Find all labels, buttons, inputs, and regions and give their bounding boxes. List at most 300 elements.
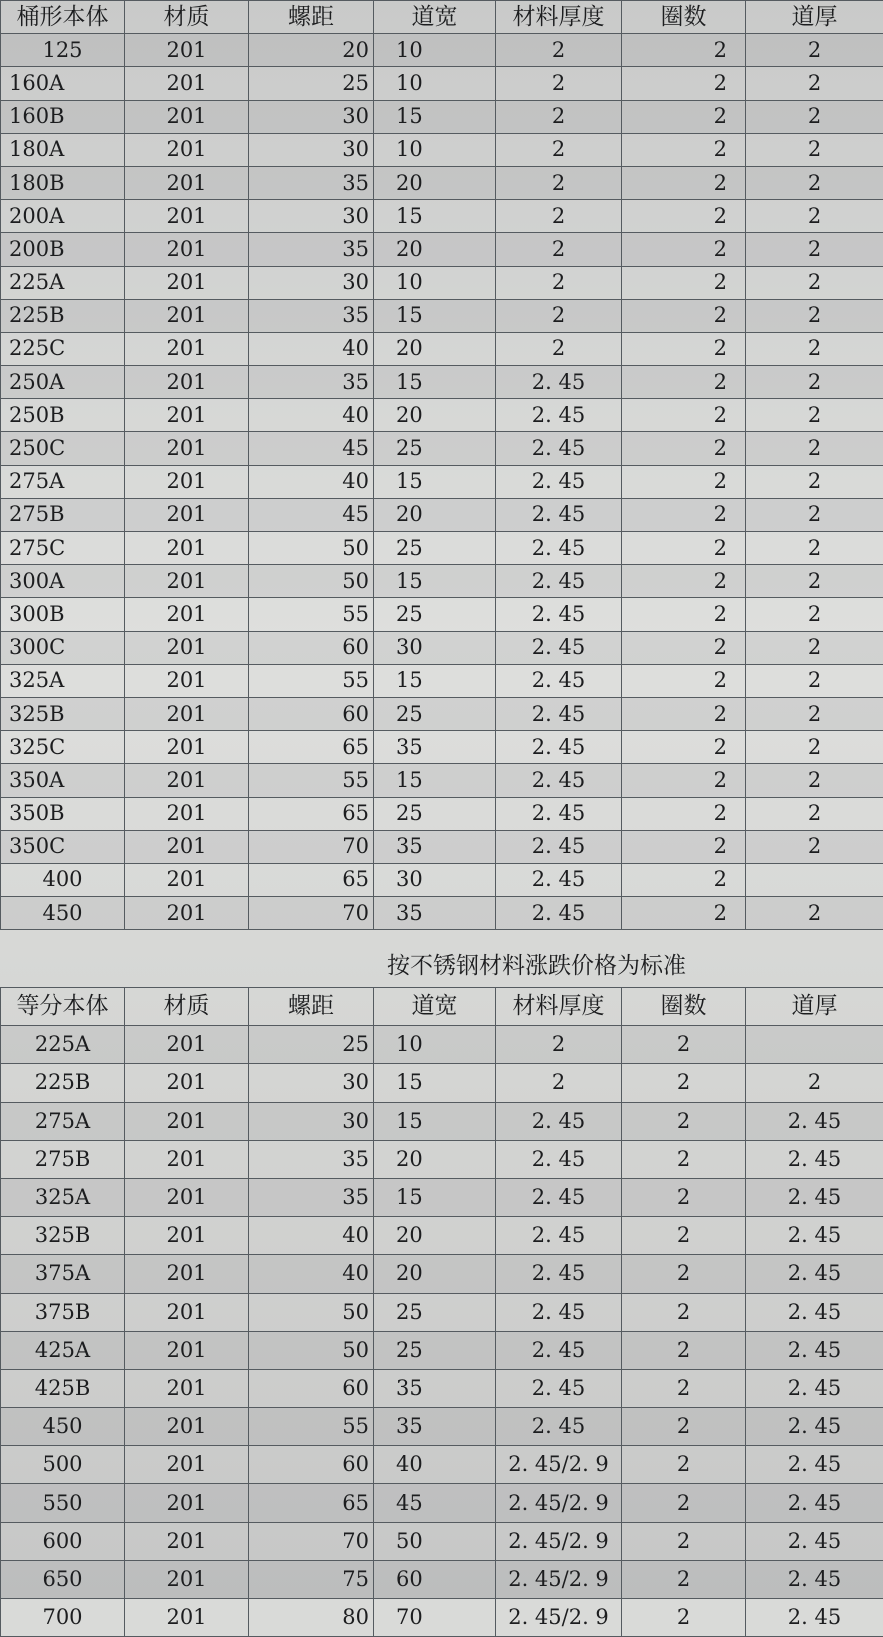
table-cell: 2. 45 (746, 1102, 883, 1140)
table-cell: 40 (249, 1255, 374, 1293)
table-cell: 201 (125, 664, 249, 697)
table-cell: 2. 45 (746, 1446, 883, 1484)
table-cell: 201 (125, 1560, 249, 1598)
table-cell: 2. 45 (496, 366, 622, 399)
table-cell: 2 (746, 764, 883, 797)
table-cell: 30 (374, 631, 496, 664)
column-header: 圈数 (622, 988, 746, 1026)
table-cell: 2. 45 (496, 1408, 622, 1446)
table-cell: 2 (496, 200, 622, 233)
table-cell: 2. 45 (496, 465, 622, 498)
table-cell: 50 (249, 532, 374, 565)
table-cell: 201 (125, 1064, 249, 1102)
table-cell: 180B (1, 166, 125, 199)
table-cell: 2 (746, 731, 883, 764)
table-cell: 2 (622, 1102, 746, 1140)
table-cell: 2 (496, 332, 622, 365)
table-cell: 2 (622, 100, 746, 133)
table-cell: 25 (374, 797, 496, 830)
table-cell: 10 (374, 266, 496, 299)
table-cell: 2 (622, 897, 746, 930)
table-cell: 2 (496, 100, 622, 133)
table-cell: 70 (249, 830, 374, 863)
table-cell: 300B (1, 598, 125, 631)
table-cell: 40 (374, 1446, 496, 1484)
table-cell: 201 (125, 863, 249, 896)
table-cell: 201 (125, 465, 249, 498)
table-cell: 20 (374, 1255, 496, 1293)
table-cell: 2 (622, 697, 746, 730)
table-cell: 2 (622, 532, 746, 565)
table-cell: 65 (249, 797, 374, 830)
table-cell: 2 (622, 1026, 746, 1064)
table-cell: 2. 45 (496, 631, 622, 664)
table-row (1, 34, 883, 67)
table-cell: 2. 45 (496, 697, 622, 730)
table-cell: 25 (374, 598, 496, 631)
table-cell: 2. 45 (746, 1522, 883, 1560)
table-cell: 201 (125, 1255, 249, 1293)
table-cell: 300A (1, 565, 125, 598)
table-cell: 2. 45 (496, 731, 622, 764)
table-cell: 2. 45/2. 9 (496, 1560, 622, 1598)
table-cell: 40 (249, 399, 374, 432)
column-header: 材料厚度 (496, 1, 622, 34)
table-cell: 2 (622, 133, 746, 166)
table-cell: 275A (1, 465, 125, 498)
table-cell: 2 (622, 1217, 746, 1255)
table-cell: 425A (1, 1331, 125, 1369)
table-cell: 201 (125, 1331, 249, 1369)
table-cell: 2 (622, 863, 746, 896)
table-cell: 35 (249, 233, 374, 266)
table-cell: 2. 45 (746, 1178, 883, 1216)
table-cell: 35 (374, 897, 496, 930)
column-header: 材质 (125, 988, 249, 1026)
table-row (1, 1446, 883, 1484)
table-cell: 201 (125, 1102, 249, 1140)
table-cell: 2 (496, 67, 622, 100)
table-cell: 2. 45/2. 9 (496, 1599, 622, 1637)
table-row (1, 366, 883, 399)
table-cell: 45 (249, 498, 374, 531)
table-cell: 30 (374, 863, 496, 896)
table-cell: 2 (622, 1599, 746, 1637)
table-cell: 25 (249, 1026, 374, 1064)
table-cell: 2 (746, 200, 883, 233)
table-cell: 201 (125, 133, 249, 166)
table-cell: 275B (1, 498, 125, 531)
table-cell: 201 (125, 1217, 249, 1255)
table-cell: 250C (1, 432, 125, 465)
column-header: 道厚 (746, 1, 883, 34)
table-cell: 201 (125, 830, 249, 863)
table-cell: 201 (125, 565, 249, 598)
table-cell: 20 (374, 166, 496, 199)
table-row (1, 266, 883, 299)
table-cell: 2 (746, 299, 883, 332)
table-cell: 325A (1, 664, 125, 697)
table-row (1, 498, 883, 531)
table-cell: 225A (1, 266, 125, 299)
table-row (1, 1331, 883, 1369)
table-cell: 201 (125, 399, 249, 432)
table-cell: 2. 45 (496, 1102, 622, 1140)
table-row (1, 1217, 883, 1255)
table-cell: 201 (125, 1369, 249, 1407)
table-cell: 2. 45 (496, 897, 622, 930)
table-row (1, 465, 883, 498)
table-cell: 2. 45 (746, 1408, 883, 1446)
table-cell: 2 (622, 366, 746, 399)
table-cell: 2. 45 (496, 863, 622, 896)
table-cell: 225A (1, 1026, 125, 1064)
table-cell: 2. 45 (496, 532, 622, 565)
table-row (1, 897, 883, 930)
table-cell: 50 (249, 1293, 374, 1331)
header-row (1, 1, 883, 34)
table-cell: 2 (746, 598, 883, 631)
column-header: 道厚 (746, 988, 883, 1026)
table-cell: 2 (622, 432, 746, 465)
table-cell: 65 (249, 1484, 374, 1522)
table-cell: 2. 45 (496, 498, 622, 531)
table-cell: 225C (1, 332, 125, 365)
table-cell: 65 (249, 863, 374, 896)
table-cell: 75 (249, 1560, 374, 1598)
table-cell: 60 (249, 1446, 374, 1484)
table-cell: 20 (374, 1140, 496, 1178)
table-row (1, 565, 883, 598)
table-cell: 2 (746, 1064, 883, 1102)
table-cell: 2. 45 (496, 1178, 622, 1216)
table-cell: 201 (125, 1446, 249, 1484)
table-cell: 201 (125, 1484, 249, 1522)
table-cell: 35 (249, 1140, 374, 1178)
table-cell: 35 (374, 1408, 496, 1446)
table-cell: 15 (374, 465, 496, 498)
table-cell: 201 (125, 1522, 249, 1560)
table-cell: 2. 45 (496, 432, 622, 465)
table-cell: 400 (1, 863, 125, 896)
column-header: 螺距 (249, 1, 374, 34)
table-row (1, 1102, 883, 1140)
table-cell: 2. 45 (746, 1369, 883, 1407)
table-row (1, 200, 883, 233)
table-cell: 180A (1, 133, 125, 166)
table-cell: 70 (249, 897, 374, 930)
table-cell: 2 (746, 565, 883, 598)
table-cell: 25 (374, 532, 496, 565)
table-cell: 35 (374, 1369, 496, 1407)
table-cell: 65 (249, 731, 374, 764)
table-cell: 201 (125, 233, 249, 266)
table-cell: 2 (622, 830, 746, 863)
table-cell: 10 (374, 67, 496, 100)
table-cell: 2 (746, 830, 883, 863)
table-cell: 2 (622, 731, 746, 764)
table-cell: 15 (374, 1102, 496, 1140)
table-cell: 80 (249, 1599, 374, 1637)
table-cell: 600 (1, 1522, 125, 1560)
table-cell: 2. 45 (496, 598, 622, 631)
table-row (1, 133, 883, 166)
table-cell: 325B (1, 1217, 125, 1255)
table-cell: 2 (746, 67, 883, 100)
table-cell: 2 (622, 664, 746, 697)
table-cell: 2. 45 (746, 1331, 883, 1369)
table-cell: 2 (622, 631, 746, 664)
table-cell: 450 (1, 897, 125, 930)
table-cell: 10 (374, 133, 496, 166)
table-cell: 2. 45/2. 9 (496, 1446, 622, 1484)
price-note: 按不锈钢材料涨跌价格为标准 (0, 947, 883, 985)
table-cell: 275C (1, 532, 125, 565)
table-cell: 2 (622, 1255, 746, 1293)
table-cell: 30 (249, 133, 374, 166)
table-cell: 20 (249, 34, 374, 67)
table-cell: 500 (1, 1446, 125, 1484)
table-cell: 2 (622, 1178, 746, 1216)
table-cell: 2. 45 (746, 1140, 883, 1178)
table-cell: 20 (374, 332, 496, 365)
table-row (1, 863, 883, 896)
table-cell: 10 (374, 34, 496, 67)
table-cell: 25 (374, 432, 496, 465)
table-cell: 2. 45 (496, 1293, 622, 1331)
table-cell: 2 (746, 233, 883, 266)
table-cell: 350B (1, 797, 125, 830)
table-cell: 2 (746, 697, 883, 730)
table-cell: 20 (374, 399, 496, 432)
table-row (1, 1293, 883, 1331)
table-cell: 650 (1, 1560, 125, 1598)
table-row (1, 1522, 883, 1560)
table-cell: 60 (249, 697, 374, 730)
table-cell: 2 (746, 166, 883, 199)
table-cell: 2 (746, 465, 883, 498)
table-cell: 2 (746, 133, 883, 166)
table-cell: 2 (622, 1064, 746, 1102)
table-cell: 201 (125, 366, 249, 399)
table-cell: 35 (249, 299, 374, 332)
table-cell: 55 (249, 1408, 374, 1446)
column-header: 材料厚度 (496, 988, 622, 1026)
table-cell: 50 (374, 1522, 496, 1560)
table-cell: 300C (1, 631, 125, 664)
table-cell: 2 (622, 1446, 746, 1484)
table-row (1, 764, 883, 797)
table-cell: 20 (374, 1217, 496, 1255)
table-cell: 201 (125, 299, 249, 332)
table-cell: 30 (249, 100, 374, 133)
table-cell: 201 (125, 532, 249, 565)
table-cell (746, 1026, 883, 1064)
table-cell: 35 (249, 366, 374, 399)
table-cell: 2 (622, 1331, 746, 1369)
table-cell: 201 (125, 1178, 249, 1216)
table-cell: 15 (374, 299, 496, 332)
table-cell: 2 (746, 366, 883, 399)
table-cell: 2 (622, 166, 746, 199)
table-row (1, 731, 883, 764)
table-cell: 30 (249, 1102, 374, 1140)
table-cell: 201 (125, 797, 249, 830)
table-cell: 15 (374, 565, 496, 598)
table-cell: 30 (249, 1064, 374, 1102)
table-cell: 2. 45 (496, 1331, 622, 1369)
table-cell: 20 (374, 498, 496, 531)
table-cell: 35 (374, 731, 496, 764)
table-cell: 40 (249, 1217, 374, 1255)
table-cell: 2 (496, 299, 622, 332)
header-row (1, 988, 883, 1026)
table-row (1, 399, 883, 432)
table-row (1, 1255, 883, 1293)
table-cell: 50 (249, 1331, 374, 1369)
table-row (1, 233, 883, 266)
table-cell: 2 (622, 1293, 746, 1331)
table-cell: 2 (622, 200, 746, 233)
table-cell: 2. 45 (746, 1293, 883, 1331)
table-cell: 15 (374, 664, 496, 697)
table-cell: 2 (746, 399, 883, 432)
table-cell: 25 (374, 1331, 496, 1369)
table-cell (746, 863, 883, 896)
table-cell: 200B (1, 233, 125, 266)
table-row (1, 299, 883, 332)
table-cell: 201 (125, 697, 249, 730)
table-cell: 375B (1, 1293, 125, 1331)
table-row (1, 1560, 883, 1598)
table-cell: 250B (1, 399, 125, 432)
table-cell: 2 (622, 1369, 746, 1407)
table-cell: 201 (125, 166, 249, 199)
table-cell: 15 (374, 764, 496, 797)
table-row (1, 1408, 883, 1446)
table-cell: 201 (125, 1599, 249, 1637)
table-cell: 201 (125, 631, 249, 664)
table-cell: 25 (374, 1293, 496, 1331)
table-cell: 2 (622, 1522, 746, 1560)
table-cell: 2. 45 (496, 664, 622, 697)
table-cell: 2. 45 (496, 565, 622, 598)
table-cell: 2. 45 (496, 1140, 622, 1178)
table-cell: 2 (496, 1026, 622, 1064)
table-cell: 2. 45 (496, 1255, 622, 1293)
table-cell: 55 (249, 664, 374, 697)
table-cell: 201 (125, 34, 249, 67)
table-cell: 2. 45 (496, 764, 622, 797)
table-cell: 201 (125, 100, 249, 133)
column-header: 道宽 (374, 988, 496, 1026)
table-row (1, 166, 883, 199)
table-cell: 160B (1, 100, 125, 133)
table-cell: 2. 45 (496, 1369, 622, 1407)
table-row (1, 100, 883, 133)
table-cell: 160A (1, 67, 125, 100)
table-cell: 60 (374, 1560, 496, 1598)
table-cell: 2 (496, 166, 622, 199)
table-row (1, 1064, 883, 1102)
table-cell: 2 (746, 266, 883, 299)
table-cell: 201 (125, 1293, 249, 1331)
table-cell: 55 (249, 598, 374, 631)
table-cell: 35 (249, 166, 374, 199)
table-cell: 2 (622, 1484, 746, 1522)
table-cell: 201 (125, 432, 249, 465)
table-cell: 45 (374, 1484, 496, 1522)
column-header: 桶形本体 (1, 1, 125, 34)
table-cell: 45 (249, 432, 374, 465)
table-cell: 2. 45 (496, 830, 622, 863)
table-cell: 2 (622, 1140, 746, 1178)
table-cell: 2 (746, 631, 883, 664)
table-cell: 2 (622, 299, 746, 332)
table-row (1, 432, 883, 465)
table-cell: 15 (374, 1178, 496, 1216)
equal-division-body-spec-table (0, 987, 883, 1637)
table-cell: 700 (1, 1599, 125, 1637)
table-cell: 325B (1, 697, 125, 730)
table-cell: 30 (249, 200, 374, 233)
table-cell: 2 (622, 498, 746, 531)
table-cell: 201 (125, 1140, 249, 1178)
table-cell: 201 (125, 764, 249, 797)
table-cell: 2. 45 (746, 1560, 883, 1598)
table-cell: 15 (374, 200, 496, 233)
table-cell: 20 (374, 233, 496, 266)
table-row (1, 697, 883, 730)
table-cell: 201 (125, 1408, 249, 1446)
table-cell: 2 (622, 465, 746, 498)
table-cell: 2. 45 (746, 1217, 883, 1255)
table-cell: 2 (622, 565, 746, 598)
table-cell: 25 (374, 697, 496, 730)
table-row (1, 830, 883, 863)
table-cell: 2. 45 (496, 1217, 622, 1255)
table-cell: 2 (746, 532, 883, 565)
table-cell: 2. 45 (746, 1255, 883, 1293)
table-cell: 15 (374, 1064, 496, 1102)
table-cell: 225B (1, 1064, 125, 1102)
table-cell: 55 (249, 764, 374, 797)
table-cell: 2 (496, 266, 622, 299)
table-cell: 425B (1, 1369, 125, 1407)
table-cell: 2 (746, 432, 883, 465)
table-cell: 2 (746, 498, 883, 531)
table-row (1, 1369, 883, 1407)
table-cell: 2. 45/2. 9 (496, 1522, 622, 1560)
table-row (1, 598, 883, 631)
table-cell: 35 (249, 1178, 374, 1216)
table-cell: 2 (622, 233, 746, 266)
table-cell: 2 (622, 34, 746, 67)
table-cell: 201 (125, 498, 249, 531)
table-row (1, 1484, 883, 1522)
table-cell: 201 (125, 1026, 249, 1064)
table-cell: 30 (249, 266, 374, 299)
table-cell: 2 (496, 233, 622, 266)
table-cell: 10 (374, 1026, 496, 1064)
table-cell: 2 (622, 1408, 746, 1446)
table-cell: 35 (374, 830, 496, 863)
table-row (1, 532, 883, 565)
table-cell: 2 (746, 897, 883, 930)
column-header: 圈数 (622, 1, 746, 34)
table-cell: 15 (374, 366, 496, 399)
table-row (1, 67, 883, 100)
